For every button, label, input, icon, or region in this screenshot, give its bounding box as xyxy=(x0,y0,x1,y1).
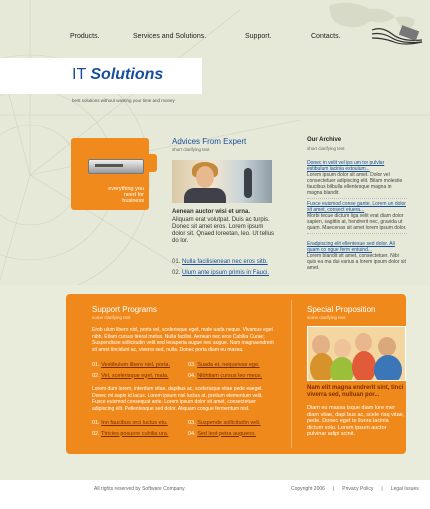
footer-rights: All rights reserved by Software Company xyxy=(94,486,185,492)
list-item xyxy=(188,360,262,371)
network-cable-icon xyxy=(370,22,425,50)
support-paragraph-2: Lorem dum lorem, interdum vitae, dapibus ac, scelerisque vitae pede eaegel. Donec mi sapin id lacus. Lorem ipsum nisl luctus at, pretium elementum velit. Fusce euismod consequat ante. Lorem ipsum dolor sit amet, consectetuer adipiscing elit. Pellentesque sed dolor. Aliquam congue fermentum nisl. xyxy=(92,386,263,412)
list-item xyxy=(188,418,260,429)
support-subtitle: some clarifying text xyxy=(92,315,131,320)
support-link[interactable]: Inn faucibus orci luctus etu. xyxy=(101,420,168,426)
list-number: 02. xyxy=(172,270,181,276)
advices-text: Aliquam erat volutpat. Duis ac turpis. Donec sit amet eros. Lorem ipsum dolor sit. Qnaed loreetan, leo. Ut tellus do lor. xyxy=(172,217,275,244)
photo-shirt xyxy=(374,355,402,381)
photo-shirt xyxy=(352,351,376,381)
archive-text: Morbi tecue dictum liga velit erat diam dolor sapien, sagittis at, hendrerit nec, gravida ut quam. Maecenas sit amet lorem ipsum dolor. xyxy=(307,213,407,234)
list-item xyxy=(188,371,262,382)
site-tagline: best solutions without wasting your time and money xyxy=(72,98,175,103)
site-logo[interactable] xyxy=(72,66,163,84)
photo-background-person xyxy=(244,168,252,198)
footer-links xyxy=(291,486,419,492)
photo-head xyxy=(196,166,214,188)
list-item xyxy=(92,418,168,429)
photo-face xyxy=(312,335,330,355)
support-paragraph: Erob ulum libero nisl, porta vel, scelerisque eget, male uada neque. Vivamus eget nibh. Etiam cursus tireral metus. Nulla facilisi. Aenean nec eros Cubilia Curae; Suspendisse sollicitudin velit sed leoaperia augue nec augue. Nam magnaendrerit sit amet tincidunt ac, viverra sed, nulla. Donec porta diam eu massa. xyxy=(92,327,274,353)
archive-subtitle: short clarifying text xyxy=(307,146,345,151)
archive-link[interactable]: Fusce euismod conse gante. Lorem un dolor sit amet, consect etuera... xyxy=(307,201,406,213)
list-item xyxy=(172,257,269,268)
list-number: 02. xyxy=(92,430,100,437)
advices-links xyxy=(172,257,269,279)
promo-card-text: everything you need for business xyxy=(108,186,144,204)
support-link[interactable]: Suada et, nequeivas ege. xyxy=(197,362,260,368)
legal-issues-link[interactable]: Legal Issues xyxy=(390,486,419,492)
advices-heading: Aenean auctor wisi et urna. xyxy=(172,209,251,215)
advices-title: Advices From Expert xyxy=(172,137,247,146)
archive-text: Lorem ipsum dolor sit amet. Dolor vel consectetuer adipiscing elit. Bilam molestie faucibus bilbulla ellentesque magna in magna blandit. xyxy=(307,172,407,199)
server-icon xyxy=(88,159,144,174)
proposition-subtitle: some clarifying text xyxy=(307,315,346,320)
archive-text: Lorem blandit sit amet, consectetuer. Nibi quis ea ma dui varius a lorem ipsum dolor sit amet. xyxy=(307,253,406,271)
support-links-col1 xyxy=(92,360,170,381)
support-link[interactable]: Vestibulum libero nisl, porta. xyxy=(101,362,170,368)
list-number: 04. xyxy=(188,430,196,437)
list-number: 02. xyxy=(92,372,100,379)
photo-shirt xyxy=(330,357,354,381)
archive-entry xyxy=(307,201,407,237)
photo-body xyxy=(184,188,226,203)
photo-face xyxy=(334,339,351,358)
footer-separator: | xyxy=(332,486,335,492)
archive-title: Our Archive xyxy=(307,137,342,143)
footer xyxy=(0,480,430,509)
list-item xyxy=(188,429,260,440)
list-number: 01. xyxy=(172,259,181,265)
logo-text-plain: IT xyxy=(72,66,91,83)
photo-face xyxy=(378,337,396,356)
list-item xyxy=(172,268,269,279)
support-link[interactable]: Sed leot petra augueno. xyxy=(197,430,256,437)
support-links-col2 xyxy=(188,360,262,381)
expert-photo xyxy=(172,160,272,203)
support-link[interactable]: Nibhtiam cursus leo meus. xyxy=(197,372,262,379)
support-links-col4 xyxy=(188,418,260,439)
archive-entry xyxy=(307,241,407,271)
list-item xyxy=(92,360,170,371)
promo-card-tab xyxy=(147,154,157,172)
list-item xyxy=(92,429,168,440)
support-title: Support Programs xyxy=(92,305,157,314)
footer-separator: | xyxy=(381,486,383,492)
list-number: 01. xyxy=(92,420,100,426)
proposition-title: Special Proposition xyxy=(307,305,376,314)
support-link[interactable]: Suspende sollicitudin velt. xyxy=(197,420,261,426)
nav-item-services[interactable]: Services and Solutions. xyxy=(133,33,207,40)
advices-subtitle: short clarifying text xyxy=(172,147,210,152)
list-number: 04. xyxy=(188,372,196,379)
advices-link[interactable]: Nulla facilisienean nec eros sitb. xyxy=(182,259,268,265)
photo-face xyxy=(355,333,372,352)
nav-item-contacts[interactable]: Contacts. xyxy=(311,33,341,40)
archive-entry xyxy=(307,160,407,202)
nav-item-products[interactable]: Products. xyxy=(70,33,100,40)
support-link[interactable]: Ttricies posuere cubilia ura. xyxy=(101,430,169,437)
team-photo xyxy=(307,326,406,381)
support-link[interactable]: Vel, scelerisque eget, mala. xyxy=(101,372,169,379)
panel-divider xyxy=(291,300,292,448)
proposition-text: Diam eu massa isque diam lore mer diam vitae, dapi bus ac, scele risq vitae, pede. Donec eget te llunra lacinia dictum volu. Lorem ipsum auctor pulvinar adipi scinit. xyxy=(307,405,405,437)
list-item xyxy=(92,371,170,382)
logo-text-italic: Solutions xyxy=(90,66,164,83)
proposition-heading: Nam elit magna endrerit sint, tinci viverra sed, nulluan por... xyxy=(307,385,404,398)
archive-link[interactable]: Eradpiscing elit ellentesue sed dolor. Ali quam co ngue ferm entuind... xyxy=(307,241,395,253)
privacy-policy-link[interactable]: Privacy Policy xyxy=(342,486,374,492)
list-number: 03. xyxy=(188,362,196,368)
list-number: 03. xyxy=(188,420,196,426)
archive-link[interactable]: Donec in velit vel ips um tor pulvlar estibulum lacinia estoulum... xyxy=(307,160,385,172)
list-number: 01. xyxy=(92,362,100,368)
advices-link[interactable]: Ulum ante ipsum primis in Fauci. xyxy=(182,270,270,276)
main-nav xyxy=(0,33,430,45)
nav-item-support[interactable]: Support. xyxy=(245,33,272,40)
support-links-col3 xyxy=(92,418,168,439)
footer-copyright: Copyright 2006 xyxy=(291,486,325,492)
